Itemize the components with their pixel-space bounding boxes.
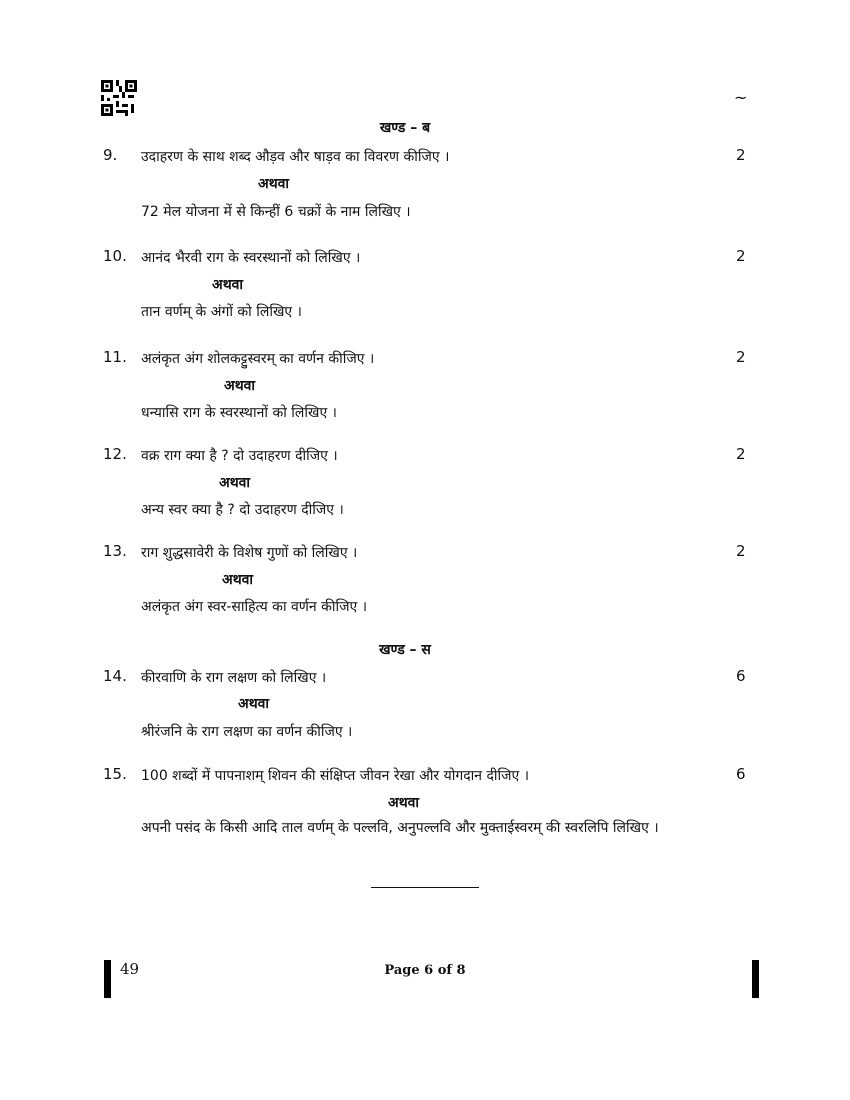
question-number: 9. (103, 146, 118, 164)
question-marks: 6 (736, 765, 746, 783)
question-text: राग शुद्धसावेरी के विशेष गुणों को लिखिए । (141, 545, 358, 561)
qr-code (101, 80, 137, 116)
question-number: 11. (103, 348, 127, 366)
alternate-question-text: अलंकृत अंग स्वर-साहित्य का वर्णन कीजिए । (141, 599, 368, 615)
question-marks: 2 (736, 348, 746, 366)
athva-label: अथवा (238, 696, 270, 712)
athva-label: अथवा (222, 572, 254, 588)
page-number: Page 6 of 8 (384, 963, 466, 978)
alternate-question-text: अन्य स्वर क्या है ? दो उदाहरण दीजिए । (141, 502, 344, 518)
athva-label: अथवा (224, 378, 256, 394)
question-number: 15. (103, 765, 127, 783)
alternate-question-text: धन्यासि राग के स्वरस्थानों को लिखिए । (141, 405, 337, 421)
question-marks: 6 (736, 667, 746, 685)
section-heading-b: खण्ड – ब (379, 120, 431, 136)
alternate-question-text: तान वर्णम् के अंगों को लिखिए । (141, 304, 302, 320)
section-heading-c: खण्ड – स (379, 642, 431, 658)
question-text: 100 शब्दों में पापनाशम् शिवन की संक्षिप्त जीवन रेखा और योगदान दीजिए । (141, 768, 530, 784)
footer-right-bar (752, 960, 759, 998)
end-rule (371, 887, 479, 888)
question-marks: 2 (736, 247, 746, 265)
alternate-question-text: 72 मेल योजना में से किन्हीं 6 चक्रों के नाम लिखिए । (141, 204, 411, 220)
question-text: आनंद भैरवी राग के स्वरस्थानों को लिखिए । (141, 250, 361, 266)
alternate-question-text: अपनी पसंद के किसी आदि ताल वर्णम् के पल्लवि, अनुपल्लवि और मुक्ताईस्वरम् की स्वरलिपि लिखिए । (141, 820, 659, 836)
athva-label: अथवा (219, 475, 251, 491)
alternate-question-text: श्रीरंजनि के राग लक्षण का वर्णन कीजिए । (141, 724, 353, 740)
question-number: 14. (103, 667, 127, 685)
question-marks: 2 (736, 445, 746, 463)
question-number: 12. (103, 445, 127, 463)
header-tilde: ~ (734, 88, 748, 107)
athva-label: अथवा (212, 277, 244, 293)
athva-label: अथवा (388, 795, 420, 811)
question-text: उदाहरण के साथ शब्द औड़व और षाड़व का विवरण कीजिए । (141, 149, 450, 165)
question-marks: 2 (736, 146, 746, 164)
question-marks: 2 (736, 542, 746, 560)
question-text: अलंकृत अंग शोलकट्टुस्वरम् का वर्णन कीजिए । (141, 351, 375, 367)
question-number: 13. (103, 542, 127, 560)
question-number: 10. (103, 247, 127, 265)
question-text: कीरवाणि के राग लक्षण को लिखिए । (141, 670, 327, 686)
question-text: वक्र राग क्या है ? दो उदाहरण दीजिए । (141, 448, 338, 464)
paper-code: 49 (120, 960, 140, 978)
athva-label: अथवा (258, 176, 290, 192)
